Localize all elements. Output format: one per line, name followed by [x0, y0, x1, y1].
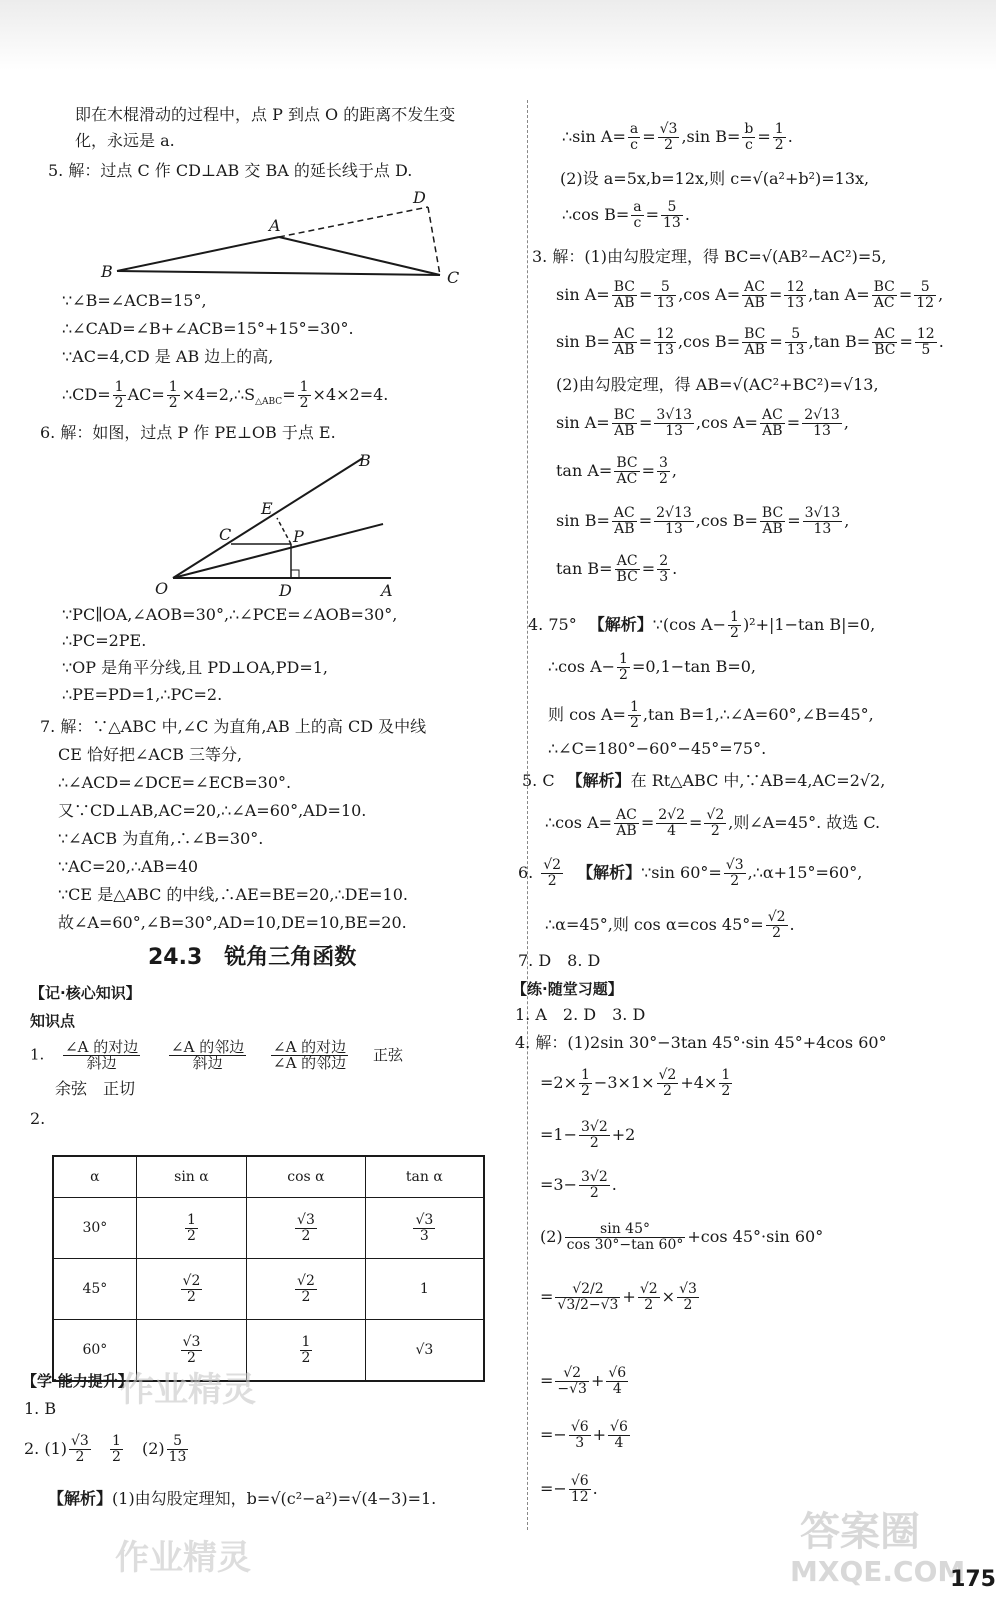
column-divider	[527, 100, 528, 1530]
fraction: $\frac{√2}{-√3}$	[557, 1365, 587, 1397]
fraction: $\frac{2}{3}$	[659, 553, 669, 585]
problem-6-answer: 6. $\frac{√2}{2}$ 【解析】∵sin 60°= $\frac{√3}{2}$ ,∴α+15°=60°,	[518, 857, 863, 889]
problem-4-practice: 4. 解：(1)2sin 30°−3tan 45°·sin 45°+4cos 60°	[515, 1033, 887, 1052]
fraction: $\frac{1}{2}$	[619, 651, 628, 683]
math-line: =3− $\frac{3√2}{2}$ .	[540, 1169, 617, 1201]
scan-top-band	[0, 0, 996, 70]
math-line: =1− $\frac{3√2}{2}$ +2	[540, 1119, 636, 1151]
math-line: = $\frac{√2}{-√3}$ + $\frac{√6}{4}$	[540, 1365, 627, 1397]
math-line: sin B= $\frac{AC}{AB}$ = $\frac{2√13}{13}$ ,cos B= $\frac{BC}{AB}$ = $\frac{3√13}{13}$ ,	[556, 505, 850, 537]
col-header: cos α	[247, 1156, 366, 1198]
fraction: $\frac{3}{2}$	[659, 455, 668, 487]
fraction: $\frac{√2}{2}$	[639, 1281, 658, 1313]
watermark: MXQE.COM	[790, 1555, 966, 1588]
text-line: ∴∠ACD=∠DCE=∠ECB=30°.	[58, 773, 292, 792]
math-line: sin B= $\frac{AC}{AB}$ = $\frac{12}{13}$ ,cos B= $\frac{BC}{AB}$ = $\frac{5}{13}$ ,tan B= $\frac{AC}{BC}$ = $\frac{12}{5}$ .	[556, 326, 944, 358]
fraction: $\frac{√3}{2}$	[297, 1211, 315, 1244]
fraction: $\frac{√2}{2}$	[182, 1272, 201, 1305]
fraction: $\frac{√3}{2}$	[679, 1281, 697, 1313]
answers-7-8: 7. D 8. D	[518, 951, 601, 970]
answer-1: 1. B	[24, 1399, 57, 1418]
fraction: $\frac{AC}{BC}$	[874, 326, 896, 358]
fraction: $\frac{AC}{AB}$	[613, 326, 635, 358]
math-line: (2) $\frac{\sin 45^\circ}{\cos 30^\circ-\tan 60^\circ}$ +cos 45°·sin 60°	[540, 1221, 824, 1253]
fraction: $\frac{√2}{2}$	[297, 1272, 315, 1305]
section-title: 24.3 锐角三角函数	[148, 945, 357, 970]
table-cell	[136, 1259, 246, 1320]
table-row	[53, 1259, 484, 1320]
fraction: $\frac{√6}{3}$	[570, 1419, 589, 1451]
math-line: sin A= $\frac{BC}{AB}$ = $\frac{3√13}{13}$ ,cos A= $\frac{AC}{AB}$ = $\frac{2√13}{13}$ ,	[556, 407, 849, 439]
math-line: =2× $\frac{1}{2}$ −3×1× $\frac{√2}{2}$ +4× $\frac{1}{2}$	[540, 1067, 731, 1099]
label-A: A	[381, 581, 393, 598]
math-line: ∴α=45°,则 cos α=cos 45°= $\frac{√2}{2}$ .	[545, 909, 795, 941]
text-line: ∵PC∥OA,∠AOB=30°,∴∠PCE=∠AOB=30°,	[62, 605, 398, 624]
text-line: 故∠A=60°,∠B=30°,AD=10,DE=10,BE=20.	[58, 913, 407, 932]
math-line: (2)由勾股定理，得 AB=√(AC²+BC²)=√13,	[556, 375, 879, 394]
fraction: $\frac{2√2}{4}$	[658, 807, 686, 839]
trig-values-table	[52, 1155, 485, 1382]
text-line: ∵CE 是△ABC 的中线,∴AE=BE=20,∴DE=10.	[58, 885, 408, 904]
label-P: P	[293, 527, 304, 546]
text-line: 化，永远是 a.	[75, 131, 175, 150]
text-line: ∵OP 是角平分线,且 PD⊥OA,PD=1,	[62, 658, 328, 677]
fraction: $\frac{3√2}{2}$	[581, 1169, 608, 1201]
math-line: =− $\frac{√6}{12}$ .	[540, 1473, 598, 1505]
problem-5: 5. 解：过点 C 作 CD⊥AB 交 BA 的延长线于点 D.	[48, 161, 413, 180]
heading-ability: 【学·能力提升】	[22, 1372, 133, 1390]
label-D: D	[413, 188, 426, 207]
math-line: =− $\frac{√6}{3}$ + $\frac{√6}{4}$	[540, 1419, 628, 1451]
text-line: 即在木棍滑动的过程中，点 P 到点 O 的距离不发生变	[75, 105, 456, 124]
fraction: $\frac{√2}{2}$	[767, 909, 786, 941]
label-C: C	[447, 268, 460, 285]
fraction: $\frac{2√13}{13}$	[804, 407, 840, 439]
fraction: $\frac{AC}{BC}$	[616, 553, 638, 585]
math-line: ∴cos A− $\frac{1}{2}$ =0,1−tan B=0,	[548, 651, 756, 683]
label-E: E	[261, 499, 273, 518]
fraction: $\frac{BC}{AB}$	[744, 326, 766, 358]
fraction: $\frac{\sin 45^\circ}{\cos 30^\circ-\tan 60^\circ}$	[566, 1221, 684, 1253]
col-header: sin α	[136, 1156, 246, 1198]
table-cell	[247, 1259, 366, 1320]
table-cell	[136, 1198, 246, 1259]
fraction: $\frac{3√13}{13}$	[656, 407, 693, 439]
fraction: $\frac{BC}{AC}$	[873, 279, 895, 311]
col-header: α	[53, 1156, 136, 1198]
fraction: $\frac{2√13}{13}$	[656, 505, 692, 537]
problem-3: 3. 解：(1)由勾股定理，得 BC=√(AB²−AC²)=5,	[532, 247, 887, 266]
heading-core-knowledge: 【记·核心知识】	[30, 984, 141, 1002]
heading-knowledge-point: 知识点	[30, 1012, 76, 1030]
math-line: ∴cos B= $\frac{a}{c}$ = $\frac{5}{13}$ .	[562, 199, 690, 231]
fraction: $\frac{3√2}{2}$	[581, 1119, 608, 1151]
math-line: 则 cos A= $\frac{1}{2}$ ,tan B=1,∴∠A=60°,∠B=45°,	[548, 699, 874, 731]
math-line: ∴sin A= $\frac{a}{c}$ = $\frac{√3}{2}$ ,sin B= $\frac{b}{c}$ = $\frac{1}{2}$ .	[562, 121, 793, 153]
fraction: $\frac{12}{13}$	[656, 326, 674, 358]
col-header: tan α	[365, 1156, 484, 1198]
problem-5-answer: 5. C 【解析】在 Rt△ABC 中,∵AB=4,AC=2√2,	[522, 771, 886, 790]
fraction: $\frac{BC}{AB}$	[613, 407, 635, 439]
table-cell: 45°	[53, 1259, 136, 1320]
table-cell: √3	[365, 1320, 484, 1382]
fraction: $\frac{5}{12}$	[916, 279, 935, 311]
knowledge-1-cont: 余弦 正切	[55, 1079, 136, 1098]
label-D: D	[279, 581, 292, 598]
fraction: $\frac{BC}{AB}$	[613, 279, 635, 311]
figure-5	[95, 185, 475, 285]
fraction: $\frac{12}{13}$	[786, 279, 805, 311]
fraction: $\frac{1}{2}$	[581, 1067, 590, 1099]
fraction: $\frac{BC}{AB}$	[761, 505, 784, 537]
text-line: ∴PE=PD=1,∴PC=2.	[62, 685, 223, 704]
answer-2: 2. (1) $\frac{√3}{2}$ $\frac{1}{2}$ (2) $\frac{5}{13}$	[24, 1433, 187, 1465]
math-line: (2)设 a=5x,b=12x,则 c=√(a²+b²)=13x,	[560, 169, 870, 188]
text-line: ∴CD= $\frac{1}{2}$ AC= $\frac{1}{2}$ $\times 4=2,\therefore S_{\triangle ABC}=$ $\frac{1}{2}$ ×4×2=4.	[62, 379, 389, 411]
fraction: $\frac{1}{2}$	[301, 1333, 311, 1366]
answers-1-3: 1. A 2. D 3. D	[515, 1005, 646, 1024]
table-cell: 1	[365, 1259, 484, 1320]
fraction: $\frac{1}{2}$	[186, 1211, 196, 1244]
math-line: = $\frac{√2/2}{√3/2-√3}$ + $\frac{√2}{2}$ × $\frac{√3}{2}$	[540, 1281, 697, 1313]
page-number: 175	[950, 1567, 996, 1592]
text-line: 又∵CD⊥AB,AC=20,∴∠A=60°,AD=10.	[58, 801, 367, 820]
label-B: B	[101, 262, 113, 281]
text-line: ∵AC=20,∴AB=40	[58, 857, 199, 876]
fraction: $\frac{12}{5}$	[916, 326, 935, 358]
fraction: $\frac{BC}{AC}$	[616, 455, 638, 487]
fraction: $\frac{AC}{AB}$	[761, 407, 783, 439]
fraction: $\frac{√6}{12}$	[570, 1473, 589, 1505]
watermark: 作业精灵	[115, 1538, 251, 1578]
fraction: $\frac{√2/2}{√3/2-√3}$	[557, 1281, 619, 1313]
heading-practice: 【练·随堂习题】	[512, 980, 623, 998]
math-line: tan B= $\frac{AC}{BC}$ = $\frac{2}{3}$ .	[556, 553, 678, 585]
fraction: $\frac{√6}{4}$	[608, 1365, 627, 1397]
math-line: ∴cos A= $\frac{AC}{AB}$ = $\frac{2√2}{4}$ = $\frac{√2}{2}$ ,则∠A=45°. 故选 C.	[545, 807, 881, 839]
figure-6	[145, 448, 415, 598]
math-line: tan A= $\frac{BC}{AC}$ = $\frac{3}{2}$ ,	[556, 455, 678, 487]
table-header-row	[53, 1156, 484, 1198]
text-line: ∵AC=4,CD 是 AB 边上的高,	[62, 347, 274, 366]
fraction: $\frac{√3}{3}$	[415, 1211, 434, 1244]
math-line: sin A= $\frac{BC}{AB}$ = $\frac{5}{13}$ ,cos A= $\frac{AC}{AB}$ = $\frac{12}{13}$ ,tan A= $\frac{BC}{AC}$ = $\frac{5}{12}$ ,	[556, 279, 944, 311]
table-cell	[247, 1198, 366, 1259]
knowledge-1: 1. $\frac{\text{∠A 的对边}}{\text{斜边}}$ $\frac{\text{∠A 的邻边}}{\text{斜边}}$ $\frac{\text{∠A 的对边}}{\text{∠A 的邻边}}$ 正弦	[30, 1038, 403, 1072]
knowledge-2: 2.	[30, 1109, 46, 1128]
fraction: $\frac{√2}{2}$	[706, 807, 725, 839]
text-line: ∴∠CAD=∠B+∠ACB=15°+15°=30°.	[62, 319, 354, 338]
fraction: $\frac{1}{2}$	[721, 1067, 731, 1099]
fraction: $\frac{5}{13}$	[786, 326, 805, 358]
label-A: A	[269, 216, 281, 235]
label-B: B	[359, 451, 371, 470]
fraction: $\frac{√2}{2}$	[658, 1067, 677, 1099]
fraction: $\frac{√6}{4}$	[610, 1419, 628, 1451]
problem-4: 4. 75° 【解析】∵(cos A− $\frac{1}{2}$ )²+|1−tan B|=0,	[528, 609, 876, 641]
watermark: 作业精灵	[120, 1370, 256, 1410]
table-cell	[247, 1320, 366, 1382]
label-C: C	[219, 525, 232, 544]
fraction: $\frac{AC}{AB}$	[744, 279, 765, 311]
text-line: ∵∠ACB 为直角,∴∠B=30°.	[58, 829, 264, 848]
fraction: $\frac{AC}{AB}$	[616, 807, 637, 839]
table-cell	[365, 1198, 484, 1259]
text-line: ∵∠B=∠ACB=15°,	[62, 291, 207, 310]
fraction: $\frac{√3}{2}$	[182, 1333, 201, 1366]
table-cell: 30°	[53, 1198, 136, 1259]
fraction: $\frac{1}{2}$	[629, 699, 639, 731]
analysis-2: 【解析】(1)由勾股定理知，b=√(c²−a²)=√(4−3)=1.	[48, 1489, 437, 1508]
fraction: $\frac{3√13}{13}$	[804, 505, 841, 537]
fraction: $\frac{AC}{AB}$	[613, 505, 635, 537]
problem-7: 7. 解：∵△ABC 中,∠C 为直角,AB 上的高 CD 及中线	[40, 717, 427, 736]
table-cell: 60°	[53, 1320, 136, 1382]
watermark: 答案圈	[800, 1509, 920, 1555]
label-O: O	[155, 579, 169, 598]
fraction: $\frac{5}{13}$	[656, 279, 675, 311]
text-line: CE 恰好把∠ACB 三等分,	[58, 745, 243, 764]
math-line: ∴∠C=180°−60°−45°=75°.	[548, 739, 767, 758]
text-line: ∴PC=2PE.	[62, 631, 147, 650]
problem-6: 6. 解：如图，过点 P 作 PE⊥OB 于点 E.	[40, 423, 336, 442]
table-row	[53, 1198, 484, 1259]
